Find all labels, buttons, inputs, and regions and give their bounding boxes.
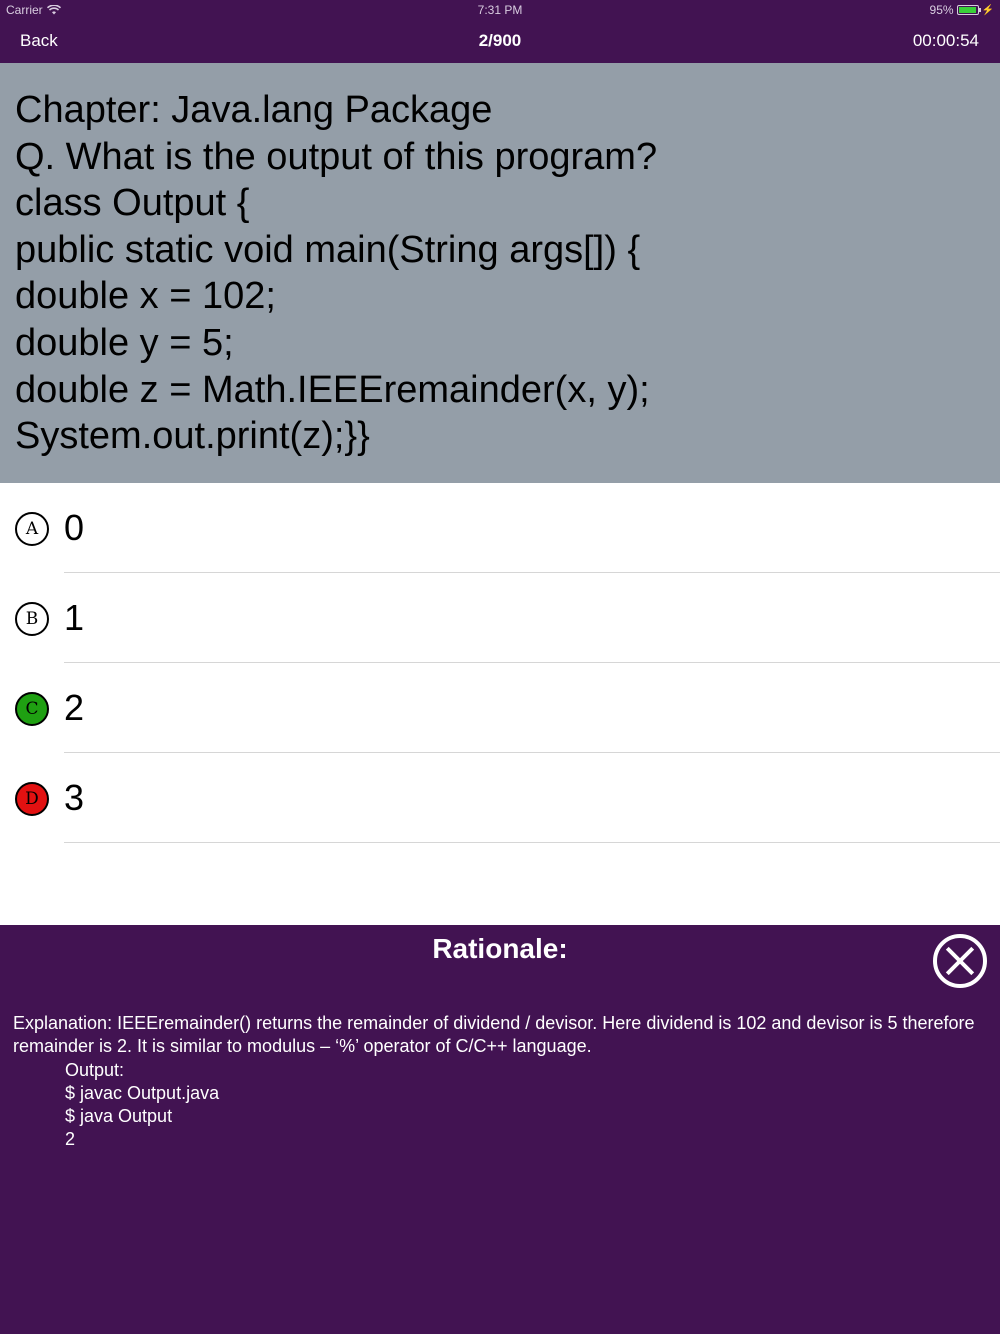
top-bar [0, 0, 1000, 63]
battery-percent: 95% [929, 3, 954, 17]
quiz-timer: 00:00:54 [912, 31, 979, 50]
output-line: Output: [65, 1059, 125, 1080]
option-letter-badge-wrong: D [15, 782, 49, 816]
question-text: Q. What is the output of this program? [15, 135, 658, 178]
option-c[interactable] [0, 663, 1000, 753]
code-line: System.out.print(z);}} [15, 415, 370, 458]
question-progress: 2/900 [478, 31, 522, 50]
nav-bar [0, 20, 1000, 63]
rationale-panel [0, 925, 1000, 1334]
option-text: 0 [64, 507, 85, 548]
battery-fill [959, 7, 976, 13]
code-line: public static void main(String args[]) { [15, 228, 641, 271]
divider [64, 842, 1000, 843]
code-line: class Output { [15, 182, 250, 225]
question-chapter: Chapter: Java.lang Package [15, 89, 493, 131]
carrier-label: Carrier [6, 3, 43, 17]
output-line: 2 [65, 1129, 76, 1150]
option-text: 1 [64, 597, 85, 638]
charging-icon: ⚡ [981, 4, 994, 16]
close-icon[interactable] [933, 934, 987, 988]
code-line: double z = Math.IEEEremainder(x, y); [15, 368, 650, 411]
battery-icon [957, 5, 979, 15]
code-line: double y = 5; [15, 321, 234, 364]
status-bar [0, 0, 1000, 20]
output-line: $ javac Output.java [65, 1082, 220, 1103]
battery-indicator [930, 3, 994, 17]
option-d[interactable] [0, 753, 1000, 843]
rationale-heading: Rationale: [432, 933, 568, 964]
output-line: $ java Output [65, 1106, 173, 1127]
rationale-explanation: Explanation: IEEEremainder() returns the remainder of dividend / devisor. Here dividend is 102 and devisor is 5 therefore remainder is 2. It is similar to modulus – ‘%’ operator of C/C++ language. [13, 1013, 975, 1057]
status-time: 7:31 PM [477, 3, 523, 17]
option-letter-badge: A [15, 512, 49, 546]
option-a[interactable] [0, 483, 1000, 573]
rationale-body [13, 1012, 983, 1152]
option-text: 2 [64, 687, 85, 728]
option-text: 3 [64, 777, 85, 818]
option-letter-badge-correct: C [15, 692, 49, 726]
question-panel [0, 63, 1000, 483]
option-b[interactable] [0, 573, 1000, 663]
back-button[interactable]: Back [20, 31, 58, 50]
code-line: double x = 102; [15, 275, 276, 318]
answer-options [0, 483, 1000, 843]
option-letter-badge: B [15, 602, 49, 636]
